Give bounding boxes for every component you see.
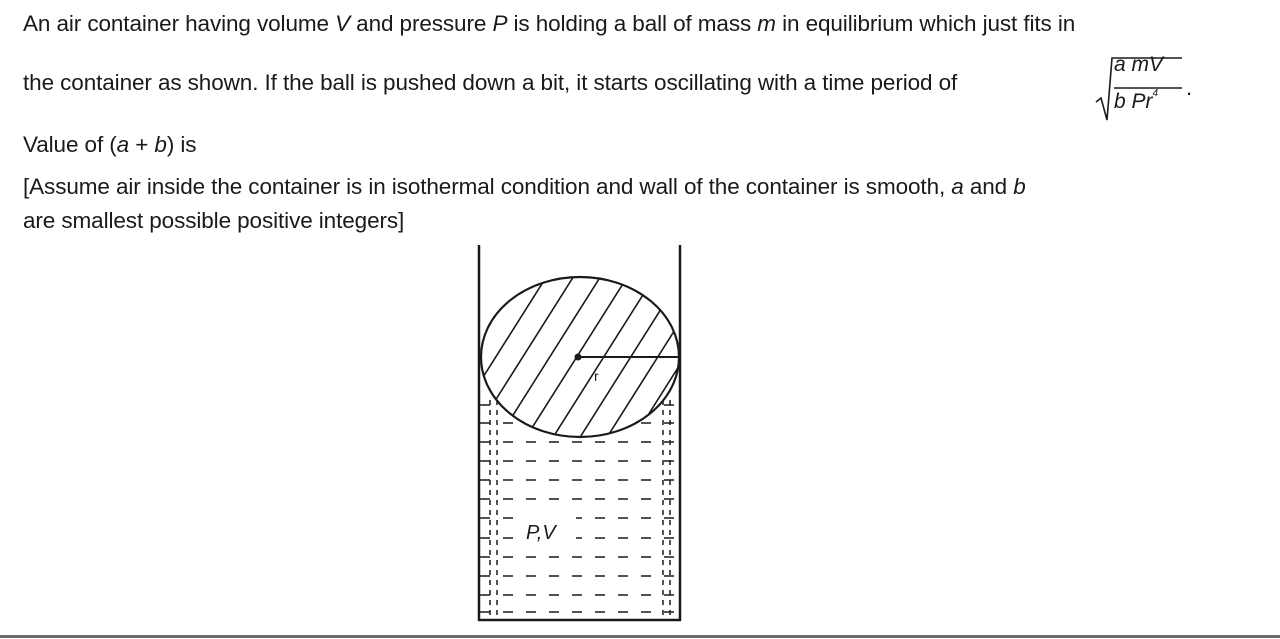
time-period-formula	[1094, 50, 1204, 125]
text-segment: [Assume air inside the container is in isothermal condition and wall of the container is smooth,	[23, 174, 952, 199]
formula-exponent: 4	[1152, 88, 1159, 99]
question-line-3	[23, 132, 196, 158]
var-b: b	[154, 132, 167, 157]
radius-label: r	[594, 368, 599, 384]
text-segment: An air container having volume	[23, 11, 336, 36]
var-a: a	[116, 132, 130, 157]
var-V: V	[335, 11, 350, 36]
text-segment: and pressure	[350, 11, 493, 36]
formula-period: .	[1186, 75, 1193, 100]
container-diagram	[470, 240, 690, 630]
text-segment: and	[963, 174, 1014, 199]
question-line-2: the container as shown. If the ball is pushed down a bit, it starts oscillating with a time period of	[23, 70, 958, 95]
question-line-5: are smallest possible positive integers]	[23, 208, 405, 233]
text-segment: +	[129, 132, 155, 157]
text-segment: is holding a ball of mass	[507, 11, 758, 36]
text-segment: ) is	[166, 132, 197, 157]
formula-denominator	[1114, 90, 1158, 114]
container-figure-svg	[470, 240, 690, 630]
formula-denominator-text: b Pr	[1114, 90, 1153, 113]
var-m: m	[757, 11, 776, 36]
text-segment: Value of (	[23, 132, 117, 157]
question-line-4	[23, 174, 1026, 200]
question-line-1	[23, 11, 1075, 37]
var-P: P	[492, 11, 508, 36]
text-segment: in equilibrium which just fits in	[775, 11, 1076, 36]
formula-numerator: a mV	[1114, 53, 1164, 76]
ball-center-dot	[575, 354, 582, 361]
gas-label: P,V	[526, 522, 556, 544]
var-b: b	[1013, 174, 1026, 199]
bottom-border	[0, 635, 1280, 638]
var-a: a	[951, 174, 964, 199]
